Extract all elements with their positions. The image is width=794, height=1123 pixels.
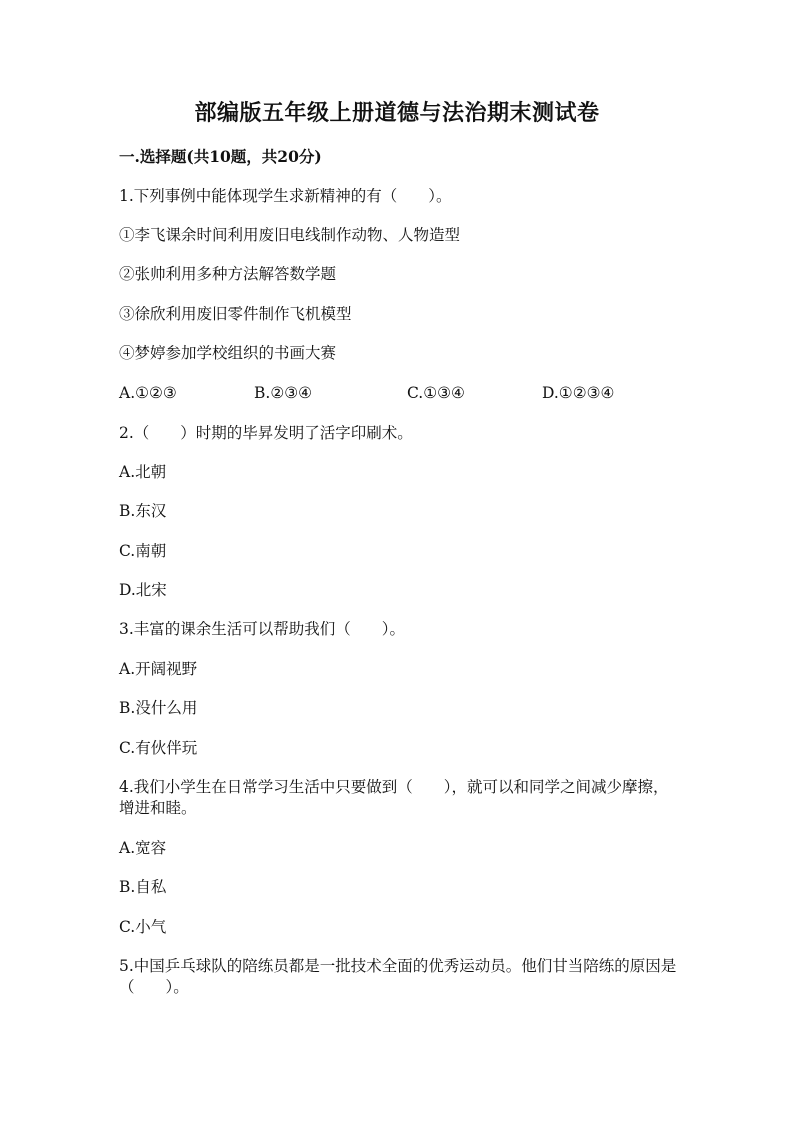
page-title: 部编版五年级上册道德与法治期末测试卷 [194, 100, 600, 126]
section-heading: 一.选择题(共10题，共20分) [119, 147, 322, 166]
question-1-statement-2: ②张帅利用多种方法解答数学题 [119, 265, 337, 283]
question-1-statement-3: ③徐欣利用废旧零件制作飞机模型 [119, 305, 352, 323]
question-5-stem: 5.中国乒乓球队的陪练员都是一批技术全面的优秀运动员。他们甘当陪练的原因是（ ）。 [119, 957, 677, 996]
question-3-option-c: C.有伙伴玩 [119, 739, 198, 757]
question-3-stem: 3.丰富的课余生活可以帮助我们（ ）。 [119, 620, 406, 638]
question-1-option-b: B.②③④ [254, 384, 313, 402]
question-1-statement-4: ④梦婷参加学校组织的书画大赛 [119, 344, 337, 362]
question-1-option-d: D.①②③④ [542, 384, 615, 402]
question-3-option-b: B.没什么用 [119, 699, 198, 717]
question-1-statement-1: ①李飞课余时间利用废旧电线制作动物、人物造型 [119, 226, 461, 244]
question-4-option-c: C.小气 [119, 918, 167, 936]
question-1-option-c: C.①③④ [407, 384, 465, 402]
question-4-stem: 4.我们小学生在日常学习生活中只要做到（ ），就可以和同学之间减少摩擦，增进和睦。 [119, 778, 669, 817]
question-1-option-a: A.①②③ [119, 384, 177, 402]
question-2-option-d: D.北宋 [119, 581, 167, 599]
question-2-stem: 2.（ ）时期的毕昇发明了活字印刷术。 [119, 424, 413, 442]
question-2-option-a: A.北朝 [119, 463, 167, 481]
question-4-option-a: A.宽容 [119, 839, 167, 857]
question-2-option-b: B.东汉 [119, 502, 167, 520]
question-4-option-b: B.自私 [119, 878, 167, 896]
question-2-option-c: C.南朝 [119, 542, 167, 560]
question-1-stem: 1.下列事例中能体现学生求新精神的有（ ）。 [119, 187, 452, 205]
question-3-option-a: A.开阔视野 [119, 660, 198, 678]
